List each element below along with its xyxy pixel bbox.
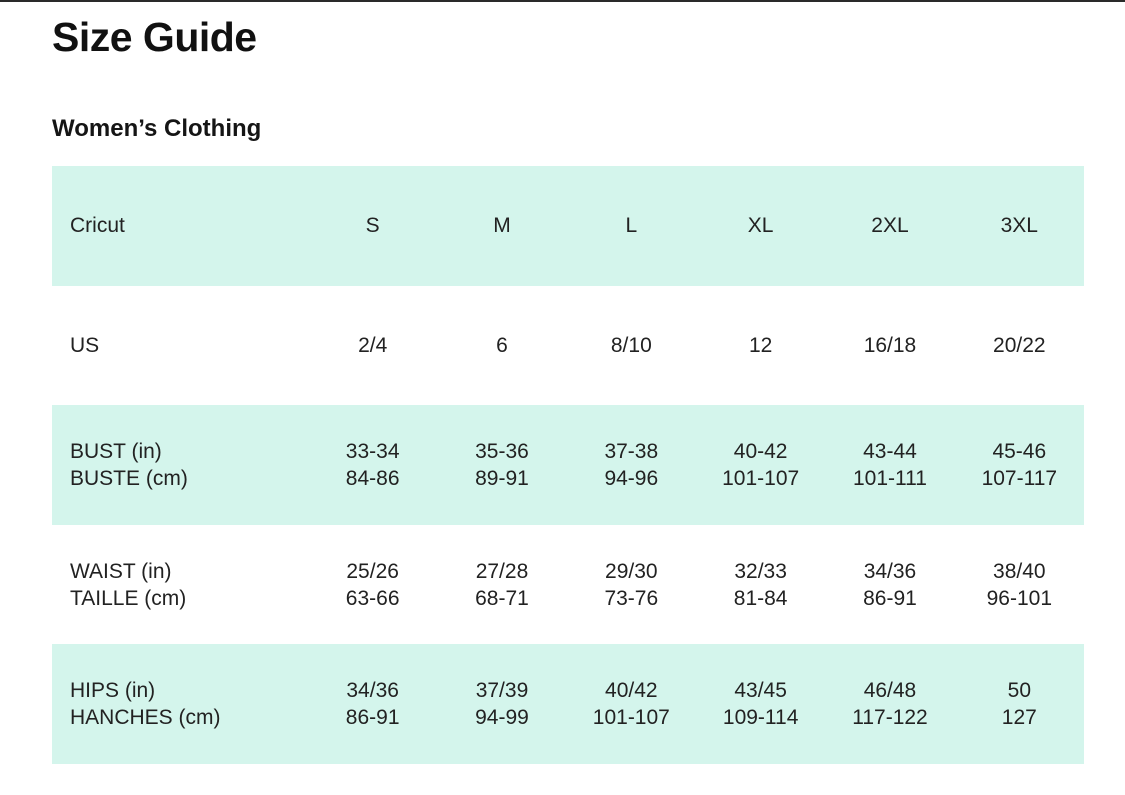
value-inches: 29/30 xyxy=(605,559,658,583)
row-label-centimeters: BUSTE (cm) xyxy=(70,466,188,490)
row-label-centimeters: HANCHES (cm) xyxy=(70,706,221,730)
table-cell xyxy=(567,405,696,525)
value-centimeters: 73-76 xyxy=(604,586,659,610)
value-inches: 45-46 xyxy=(992,439,1047,463)
value-inches: 37/39 xyxy=(475,679,529,703)
value-centimeters: 94-96 xyxy=(604,466,659,490)
size-header-cell: M xyxy=(437,166,566,286)
row-label-bust xyxy=(52,405,308,525)
value-centimeters: 63-66 xyxy=(345,586,400,610)
row-label-inches: BUST (in) xyxy=(70,439,162,463)
table-cell xyxy=(825,525,954,645)
value-inches: 38/40 xyxy=(993,559,1046,583)
table-cell xyxy=(696,644,825,764)
value-centimeters: 84-86 xyxy=(345,466,400,490)
top-border-line xyxy=(0,0,1125,2)
table-cell xyxy=(308,525,437,645)
row-label-us: US xyxy=(70,333,100,357)
value-centimeters: 101-107 xyxy=(722,466,800,490)
value-inches: 33-34 xyxy=(345,439,400,463)
value-inches: 27/28 xyxy=(475,559,529,583)
table-row-waist xyxy=(52,525,1084,645)
size-header-cell: S xyxy=(308,166,437,286)
row-label-waist xyxy=(52,525,308,645)
table-cell xyxy=(825,644,954,764)
value-centimeters: 127 xyxy=(1001,706,1037,730)
value-inches: 43/45 xyxy=(734,679,787,703)
size-header-cell: 2XL xyxy=(825,166,954,286)
section-title: Women’s Clothing xyxy=(52,115,262,142)
value-centimeters: 94-99 xyxy=(475,706,529,730)
value-centimeters: 107-117 xyxy=(981,466,1058,490)
page-title: Size Guide xyxy=(52,14,257,60)
table-row-us xyxy=(52,286,1084,406)
table-cell xyxy=(437,644,566,764)
value-inches: 34/36 xyxy=(863,559,917,583)
table-cell xyxy=(437,525,566,645)
table-cell xyxy=(437,405,566,525)
value-centimeters: 89-91 xyxy=(475,466,529,490)
table-cell xyxy=(696,405,825,525)
value-inches: 46/48 xyxy=(863,679,917,703)
header-label-cell: Cricut xyxy=(52,166,308,286)
table-cell: 2/4 xyxy=(358,333,388,357)
value-inches: 40/42 xyxy=(605,679,658,703)
row-label-inches: HIPS (in) xyxy=(70,679,156,703)
table-cell xyxy=(308,405,437,525)
value-centimeters: 117-122 xyxy=(852,706,928,730)
table-header-row xyxy=(52,166,1084,286)
value-centimeters: 109-114 xyxy=(722,706,799,730)
value-inches: 32/33 xyxy=(734,559,787,583)
table-cell xyxy=(308,644,437,764)
value-centimeters: 81-84 xyxy=(733,586,788,610)
table-cell xyxy=(825,405,954,525)
table-cell: 6 xyxy=(496,333,508,357)
value-inches: 25/26 xyxy=(346,559,399,583)
table-cell: 12 xyxy=(748,333,773,357)
size-header-cell: L xyxy=(567,166,696,286)
table-cell xyxy=(955,525,1084,645)
value-inches: 37-38 xyxy=(604,439,659,463)
table-cell xyxy=(955,405,1084,525)
value-centimeters: 86-91 xyxy=(863,586,917,610)
value-inches: 43-44 xyxy=(863,439,917,463)
value-inches: 34/36 xyxy=(346,679,399,703)
size-guide-table xyxy=(52,166,1084,764)
row-label-hips xyxy=(52,644,308,764)
table-cell xyxy=(567,525,696,645)
row-label-centimeters: TAILLE (cm) xyxy=(70,586,187,610)
value-inches: 35-36 xyxy=(475,439,529,463)
table-cell xyxy=(567,644,696,764)
table-row-bust xyxy=(52,405,1084,525)
value-inches: 40-42 xyxy=(733,439,788,463)
table-cell xyxy=(955,644,1084,764)
size-header-cell: 3XL xyxy=(955,166,1084,286)
table-cell: 8/10 xyxy=(610,333,652,357)
value-centimeters: 101-111 xyxy=(853,466,927,490)
value-inches: 50 xyxy=(1007,679,1031,703)
table-cell xyxy=(696,525,825,645)
value-centimeters: 96-101 xyxy=(986,586,1053,610)
value-centimeters: 68-71 xyxy=(475,586,529,610)
table-cell: 20/22 xyxy=(993,333,1046,357)
value-centimeters: 86-91 xyxy=(345,706,400,730)
table-row-hips xyxy=(52,644,1084,764)
table-cell: 16/18 xyxy=(863,333,917,357)
row-label-inches: WAIST (in) xyxy=(70,559,172,583)
size-header-cell: XL xyxy=(696,166,825,286)
value-centimeters: 101-107 xyxy=(592,706,670,730)
